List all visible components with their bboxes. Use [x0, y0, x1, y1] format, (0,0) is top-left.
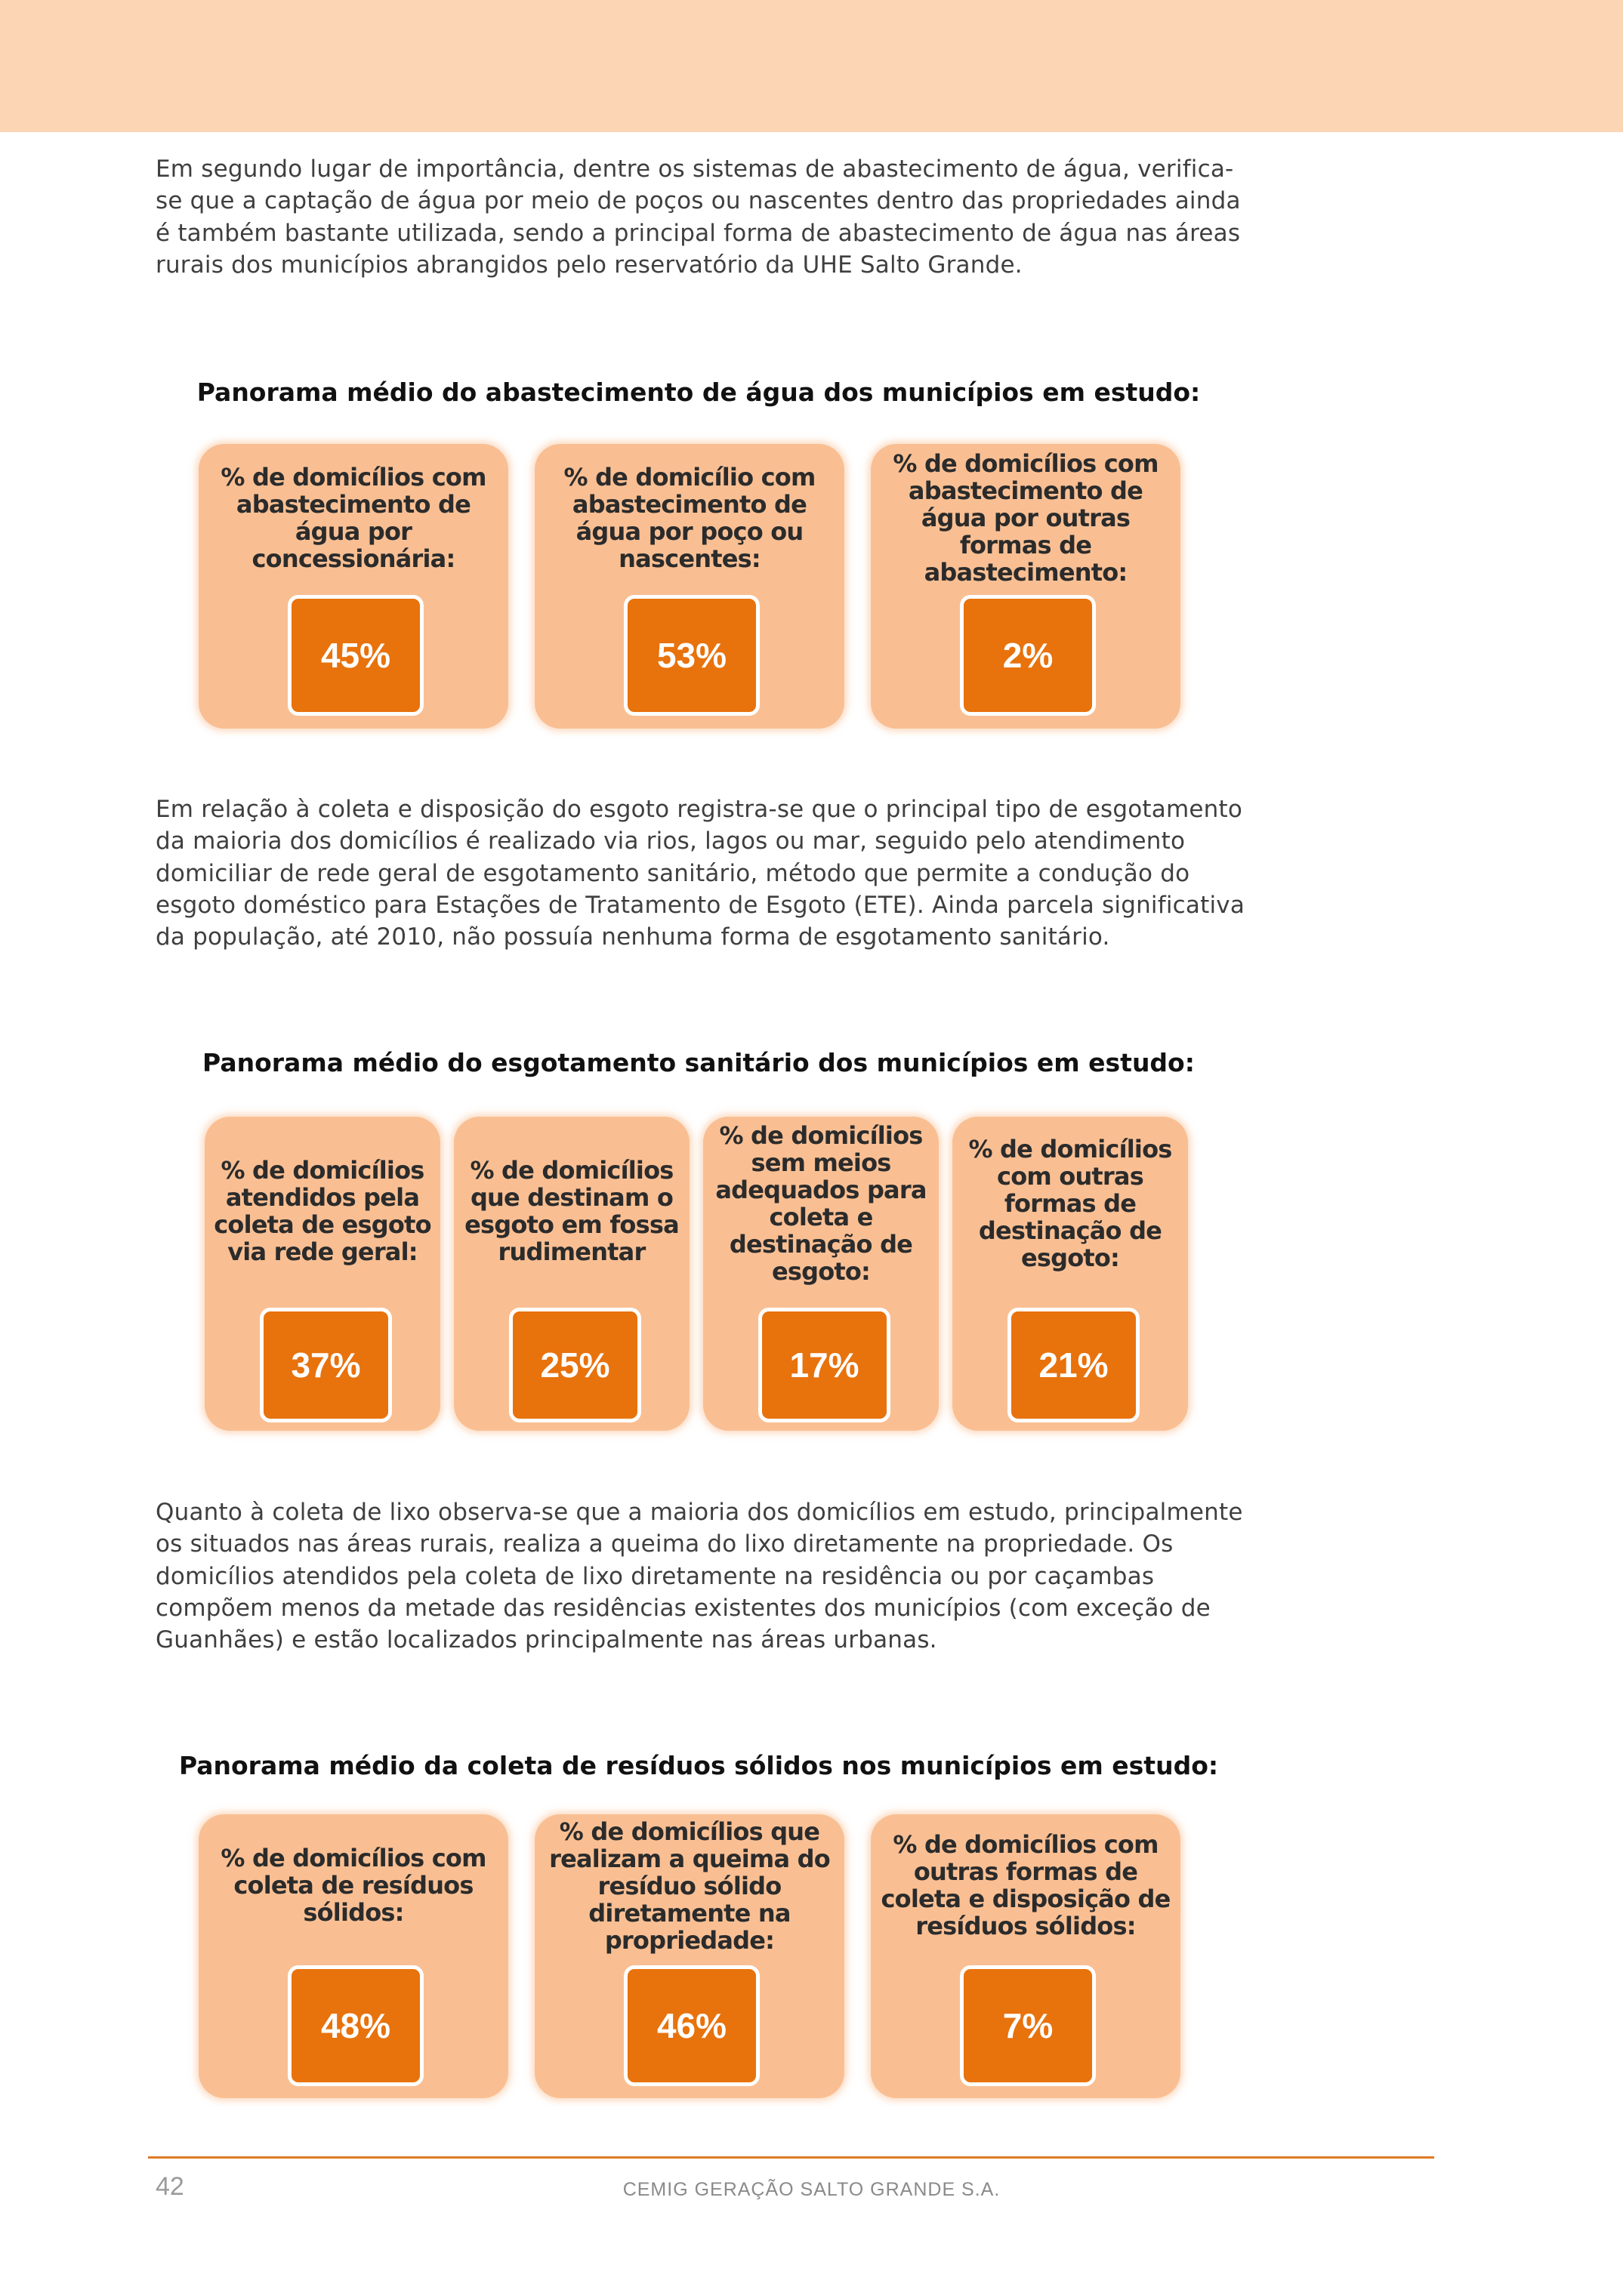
footer-divider — [148, 2156, 1434, 2159]
sewage-card-outras-formas — [952, 1117, 1188, 1431]
card-label: % de domicílios que realizam a queima do resíduo sólido diretamente na propriedade: — [549, 1817, 830, 1955]
card-value: 46% — [624, 1965, 760, 2086]
card-label: % de domicílios que destinam o esgoto em fossa rudimentar — [464, 1156, 679, 1266]
card-value: 7% — [960, 1965, 1096, 2086]
card-label: % de domicílios sem meios adequados para coleta e destinação de esgoto: — [715, 1121, 927, 1286]
card-label: % de domicílios com outras formas de coleta e disposição de resíduos sólidos: — [881, 1829, 1171, 1940]
water-card-concessionaria — [199, 444, 508, 729]
sewage-panel-title: Panorama médio do esgotamento sanitário dos municípios em estudo: — [202, 1048, 1195, 1077]
water-card-outras-formas — [871, 444, 1180, 729]
footer-company-name: CEMIG GERAÇÃO SALTO GRANDE S.A. — [622, 2179, 1001, 2200]
card-label: % de domicílios com coleta de resíduos sólidos: — [221, 1843, 486, 1927]
card-value: 53% — [624, 595, 760, 716]
card-value: 37% — [260, 1308, 392, 1422]
water-card-poco-nascentes — [535, 444, 844, 729]
card-label: % de domicílios com outras formas de destinação de esgoto: — [968, 1135, 1172, 1272]
card-value: 17% — [758, 1308, 890, 1422]
sewage-card-sem-meios — [703, 1117, 939, 1431]
card-value: 48% — [288, 1965, 424, 2086]
card-label: % de domicílios com abastecimento de água por outras formas de abastecimento: — [893, 449, 1159, 587]
card-value: 2% — [960, 595, 1096, 716]
waste-card-queima — [535, 1814, 844, 2098]
waste-card-coleta — [199, 1814, 508, 2098]
waste-panel-title: Panorama médio da coleta de resíduos sólidos nos municípios em estudo: — [178, 1751, 1219, 1780]
card-label: % de domicílios com abastecimento de água por concessionária: — [221, 463, 486, 573]
water-panel — [199, 444, 1180, 729]
card-label: % de domicílios atendidos pela coleta de esgoto via rede geral: — [214, 1156, 431, 1266]
card-value: 25% — [509, 1308, 641, 1422]
waste-panel — [199, 1814, 1180, 2098]
paragraph-waste-intro: Quanto à coleta de lixo observa-se que a maioria dos domicílios em estudo, principalmente os situados nas áreas rurais, realiza a queima do lixo diretamente na propriedade. Os domicílios atendidos pela coleta de lixo diretamente na residência ou por caçambas compõem menos da metade das residências existentes dos municípios (com exceção de Guanhães) e estão localizados principalmente nas áreas urbanas. — [156, 1499, 1243, 1654]
water-panel-title: Panorama médio do abastecimento de água dos municípios em estudo: — [196, 378, 1201, 407]
card-label: % de domicílio com abastecimento de água por poço ou nascentes: — [563, 463, 816, 573]
card-value: 21% — [1007, 1308, 1140, 1422]
paragraph-water-intro: Em segundo lugar de importância, dentre os sistemas de abastecimento de água, verifica-se que a captação de água por meio de poços ou nascentes dentro das propriedades ainda é também bastante utilizada, sendo a principal forma de abastecimento de água nas áreas rurais dos municípios abrangidos pelo reservatório da UHE Salto Grande. — [156, 156, 1241, 279]
card-value: 45% — [288, 595, 424, 716]
header-band — [0, 0, 1623, 132]
waste-card-outras-formas — [871, 1814, 1180, 2098]
sewage-card-fossa-rudimentar — [454, 1117, 690, 1431]
sewage-panel — [205, 1117, 1188, 1431]
page-number: 42 — [156, 2172, 184, 2201]
sewage-card-rede-geral — [205, 1117, 440, 1431]
paragraph-sewage-intro: Em relação à coleta e disposição do esgoto registra-se que o principal tipo de esgotamento da maioria dos domicílios é realizado via rios, lagos ou mar, seguido pelo atendimento domiciliar de rede geral de esgotamento sanitário, método que permite a condução do esgoto doméstico para Estações de Tratamento de Esgoto (ETE). Ainda parcela significativa da população, até 2010, não possuía nenhuma forma de esgotamento sanitário. — [156, 796, 1245, 951]
